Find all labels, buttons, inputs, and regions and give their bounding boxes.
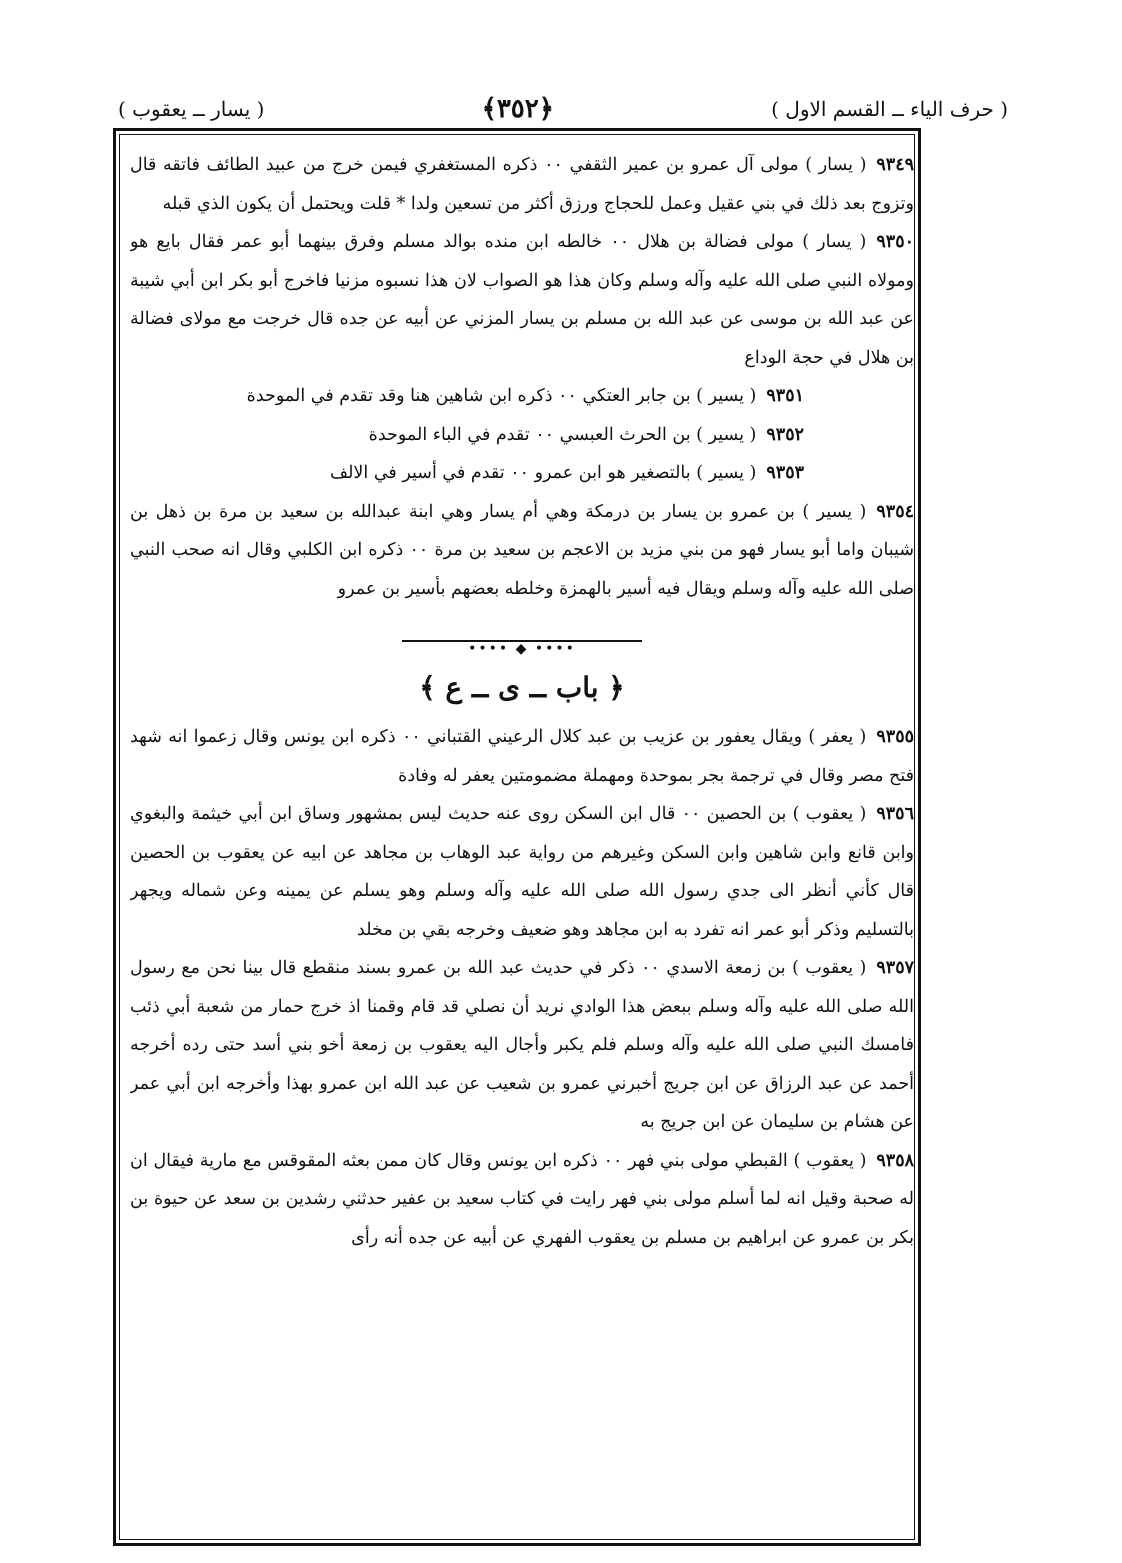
header-entry-range: ( يسار ــ يعقوب ): [118, 97, 265, 121]
entry-number: ٩٣٥٨: [876, 1150, 914, 1171]
entry-number: ٩٣٥٠: [876, 232, 914, 252]
entry-number: ٩٣٤٩: [876, 155, 914, 175]
entries-top: [130, 146, 914, 608]
entry: [130, 223, 914, 377]
entry-text: ( يسار ) مولى فضالة بن هلال ٠٠ خالطه ابن منده بوالد مسلم وفرق بينهما أبو عمر فقال بايع هو ومولاه النبي صلى الله عليه وآله وسلم وكان هذا هو الصواب لان هذا نسبوه مزنيا فاخرج أبو بكر ابن أبي شيبة عن عبد الله بن موسى عن عبد الله بن مسلم بن يسار المزني عن أبيه عن جده قال خرجت مع مولاى فضالة بن هلال في حجة الوداع: [130, 232, 914, 368]
entry: [130, 718, 914, 795]
page-header: [118, 92, 1008, 126]
entry-text: ( يعقوب ) القبطي مولى بني فهر ٠٠ ذكره ابن يونس وقال كان ممن بعثه المقوقس مع مارية فيقال ان له صحبة وقيل انه لما أسلم مولى بني فهر رايت في كتاب سعيد بن عفير حدثني رشدين بن سعد عن حيوة بن بكر بن عمرو عن ابراهيم بن مسلم بن يعقوب الفهري عن أبيه عن جده أنه رأى: [130, 1150, 914, 1248]
entry-text: ( يعقوب ) بن الحصين ٠٠ قال ابن السكن روى عنه حديث ليس بمشهور وساق ابن أبي خيثمة والبغوي وابن قانع وابن شاهين وابن السكن وغيرهم من رواية عبد الوهاب بن مجاهد عن ابيه عن يعقوب بن الحصين قال كأني أنظر الى جدي رسول الله صلى الله عليه وآله وسلم وهو يسلم عن يمينه وعن شماله ويجهر بالتسليم وذكر أبو عمر انه تفرد به ابن مجاهد وهو ضعيف وخرجه بقي بن مخلد: [130, 804, 914, 940]
section-divider: [402, 636, 642, 657]
entry-number: ٩٣٥٣: [766, 463, 804, 483]
entry-text: ( يسير ) بن عمرو بن يسار بن درمكة وهي أم يسار وهي ابنة عبدالله بن سعيد بن مرة بن ذهل بن شيبان واما أبو يسار فهو من بني مزيد بن الاعجم بن سعيد بن مرة ٠٠ ذكره ابن الكلبي وقال انه صحب النبي صلى الله عليه وآله وسلم ويقال فيه أسير بالهمزة وخلطه بعضهم بأسير بن عمرو: [130, 501, 914, 599]
entry: [130, 493, 914, 609]
section-title: ﴿ باب ــ ى ــ ع ﴾: [419, 671, 625, 704]
page-body: [130, 146, 914, 1538]
divider-ornament: •••• ◆ ••••: [468, 641, 576, 657]
entry: [130, 146, 914, 223]
entry-number: ٩٣٥٤: [876, 501, 914, 522]
entry-number: ٩٣٥٧: [876, 958, 914, 978]
entry-number: ٩٣٥٢: [766, 424, 804, 445]
entry-text: ( يسير ) بن جابر العتكي ٠٠ ذكره ابن شاهين هنا وقد تقدم في الموحدة: [246, 386, 757, 406]
entry: [130, 454, 914, 493]
entry-number: ٩٣٥٥: [876, 727, 914, 747]
entry: [130, 795, 914, 949]
entry: [130, 949, 914, 1142]
entry-text: ( يعفر ) ويقال يعفور بن عزيب بن عبد كلال الرعيني القتباني ٠٠ ذكره ابن يونس وقال زعموا انه شهد فتح مصر وقال في ترجمة بجر بموحدة ومهملة مضمومتين يعفر له وفادة: [130, 727, 914, 786]
entry: [130, 416, 914, 455]
header-chapter: ( حرف الياء ــ القسم الاول ): [771, 97, 1008, 121]
entry-text: ( يسير ) بن الحرث العبسي ٠٠ تقدم في الباء الموحدة: [368, 424, 757, 445]
entry-number: ٩٣٥٦: [876, 804, 914, 824]
entry-text: ( يعقوب ) بن زمعة الاسدي ٠٠ ذكر في حديث عبد الله بن عمرو بسند منقطع قال بينا نحن مع رسول الله صلى الله عليه وآله وسلم ببعض هذا الوادي نريد أن نصلي قد قام وقمنا اذ خرج حمار من شعبة أبي ذئب فامسك النبي صلى الله عليه وآله وسلم فلم يكبر وأجال اليه يعقوب بن زمعة أخو بني أسد حتى رده أخرجه أحمد عن عبد الرزاق عن ابن جريج أخبرني عمرو بن شعيب عن عبد الله ابن عمرو بهذا وأخرجه ابن أبي عمر عن هشام بن سليمان عن ابن جريج به: [130, 958, 914, 1132]
entry: [130, 377, 914, 416]
entries-bottom: [130, 718, 914, 1257]
page-number: ﴿٣٥٢﴾: [481, 94, 554, 124]
entry-text: ( يسار ) مولى آل عمرو بن عمير الثقفي ٠٠ ذكره المستغفري فيمن خرج من عبيد الطائف فاتقه قال وتزوج بعد ذلك في بني عقيل وعمل للحجاج ورزق أكثر من تسعين ولدا * قلت ويحتمل أن يكون الذي قبله: [130, 155, 914, 214]
entry-text: ( يسير ) بالتصغير هو ابن عمرو ٠٠ تقدم في أسير في الالف: [329, 463, 757, 483]
entry-number: ٩٣٥١: [766, 386, 804, 406]
entry: [130, 1142, 914, 1258]
